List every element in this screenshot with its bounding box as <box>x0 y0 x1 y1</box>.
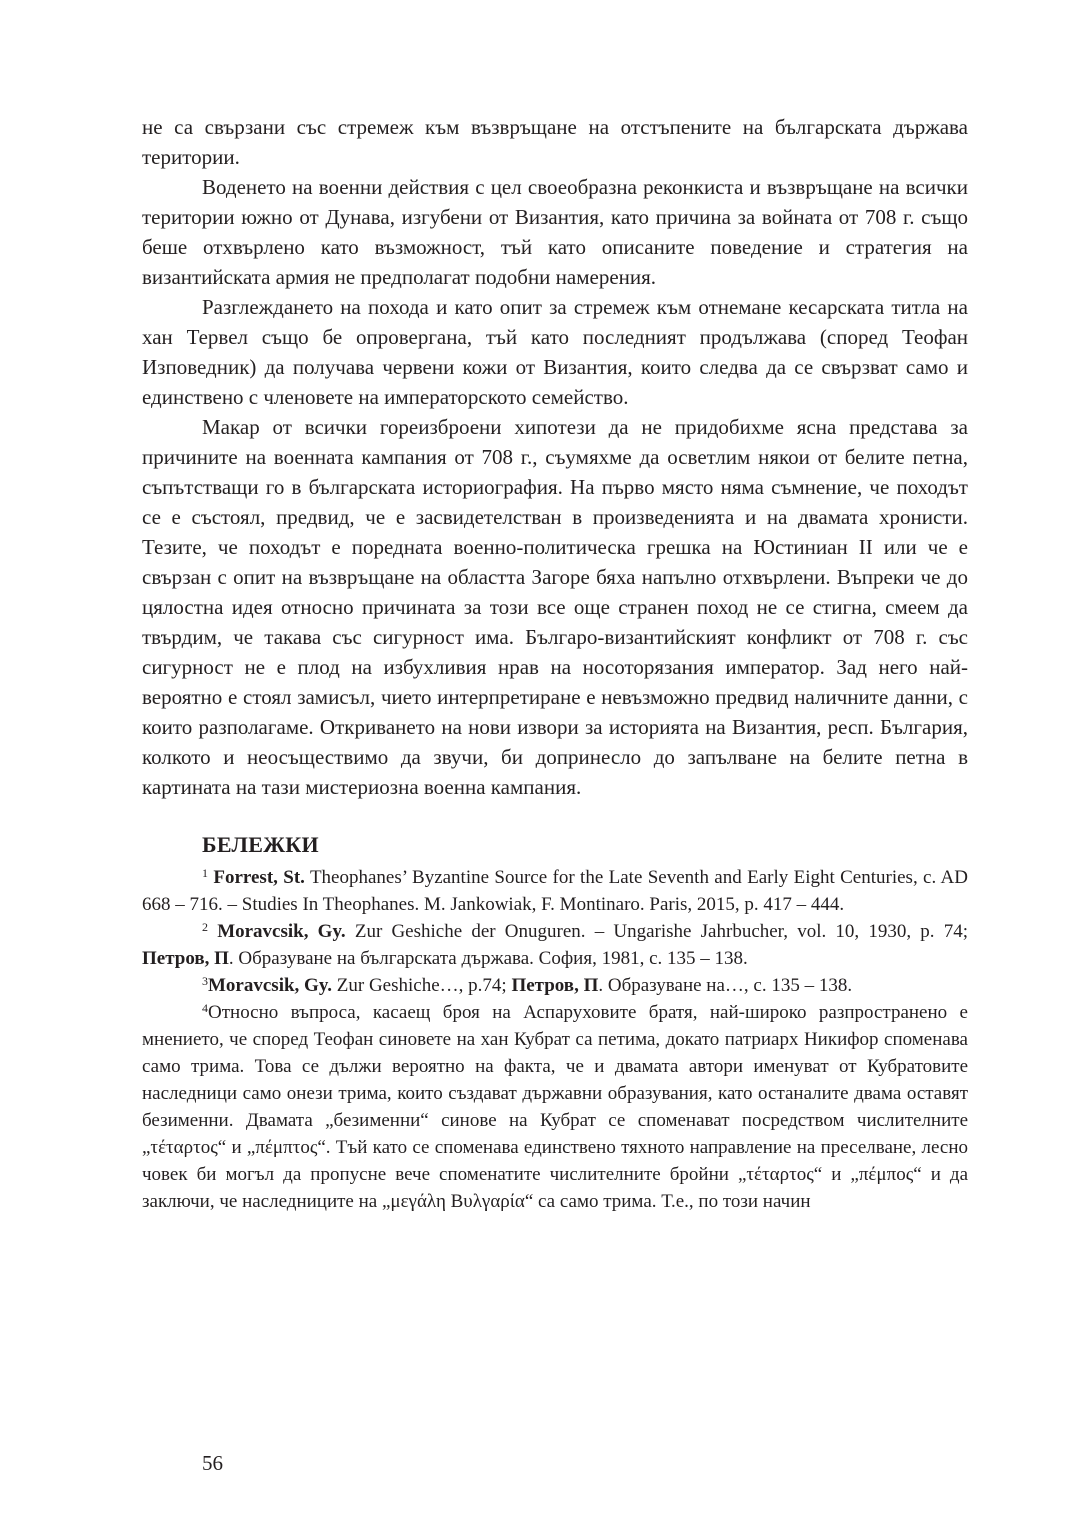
footnote-text-2: . Образуване на…, с. 135 – 138. <box>598 975 853 996</box>
footnote-author: Moravcsik, Gy. <box>217 921 346 942</box>
footnote-author: Forrest, St. <box>213 867 305 888</box>
footnote-text: Относно въпроса, касаещ броя на Аспаруховите братя, най-широко разпространено е мнението, че според Теофан синовете на хан Кубрат са петима, докато патриарх Никифор споменава само трима. Това се дължи вероятно на факта, че и двамата автори именуват от Кубратовите наследници само онези трима, които създават държавни образувания, като останалите двама оставят безименни. Двамата „безименни“ синове на Кубрат се споменават посредством числителните „τέταρτος“ и „πέμπτος“. Тъй като се споменава единствено тяхното направление на преселване, лесно човек би могъл да пропусне вече споменатите числителните бройни „τέταρτος“ и „πέμπος“ и да заключи, че наследниците на „μεγάλη Βυλγαρία“ са само трима. Т.е., по този начин <box>142 1002 968 1212</box>
footnote-text: Theophanes’ Byzantine Source for the Late Seventh and Early Eight Centuries, c. AD 668 – 716. – Studies In Theophanes. M. Jankowiak, F. Montinaro. Paris, 2015, p. 417 – 444. <box>142 867 968 915</box>
footnote-author-2: Петров, П <box>142 948 229 969</box>
footnote-1 <box>142 864 968 918</box>
page-content <box>142 112 968 1215</box>
footnote-text-2: . Образуване на българската държава. София, 1981, с. 135 – 138. <box>228 948 748 969</box>
footnote-2 <box>142 918 968 972</box>
notes-heading: БЕЛЕЖКИ <box>202 832 319 857</box>
footnote-3 <box>142 972 968 999</box>
body-paragraph-4: Макар от всички гореизброени хипотези да не придобихме ясна представа за причините на военната кампания от 708 г., съумяхме да осветлим някои от белите петна, съпътстващи го в българската историография. На първо място няма съмнение, че походът се е състоял, предвид, че е засвидетелстван в произведенията и на двамата хронисти. Тезите, че походът е поредната военно-политическа грешка на Юстиниан II или че е свързан с опит на възвръщане на областта Загоре бяха напълно отхвърлени. Въпреки че до цялостна идея относно причината за този все още странен поход не се стигна, смеем да твърдим, че такава със сигурност има. Българо-византийският конфликт от 708 г. със сигурност не е плод на избухливия нрав на носоторязания император. Зад него най-вероятно е стоял замисъл, чието интерпретиране е невъзможно предвид наличните данни, с които разполагаме. Откриването на нови извори за историята на Византия, респ. България, колкото и неосъществимо да звучи, би допринесло до запълване на белите петна в картината на тази мистериозна военна кампания. <box>142 415 968 799</box>
body-paragraph-3: Разглеждането на похода и като опит за стремеж към отнемане кесарската титла на хан Тервел също бе опровергана, тъй като последният продължава (според Теофан Изповедник) да получава червени кожи от Византия, които следва да се свързват само и единствено с членовете на императорското семейство. <box>142 295 968 409</box>
footnote-4 <box>142 999 968 1215</box>
footnote-text: Zur Geshiche der Onuguren. – Ungarishe Jahrbucher, vol. 10, 1930, p. 74; <box>345 921 968 942</box>
page-number: 56 <box>202 1451 223 1475</box>
footnote-number: 1 <box>202 866 208 880</box>
footnote-number: 2 <box>202 920 208 934</box>
footnote-number: 4 <box>202 1001 208 1015</box>
body-paragraph-2: Воденето на военни действия с цел своеобразна реконкиста и възвръщане на всички територии южно от Дунава, изгубени от Византия, като причина за войната от 708 г. също беше отхвърлено като възможност, тъй като описаните поведение и стратегия на византийската армия не предполагат подобни намерения. <box>142 175 968 289</box>
footnote-text: Zur Geshiche…, p.74; <box>332 975 512 996</box>
body-paragraph-1: не са свързани със стремеж към възвръщане на отстъпените на българската държава територии. <box>142 115 968 169</box>
footnote-number: 3 <box>202 974 208 988</box>
footnote-author-2: Петров, П <box>511 975 599 996</box>
footnote-author: Moravcsik, Gy. <box>208 975 333 996</box>
